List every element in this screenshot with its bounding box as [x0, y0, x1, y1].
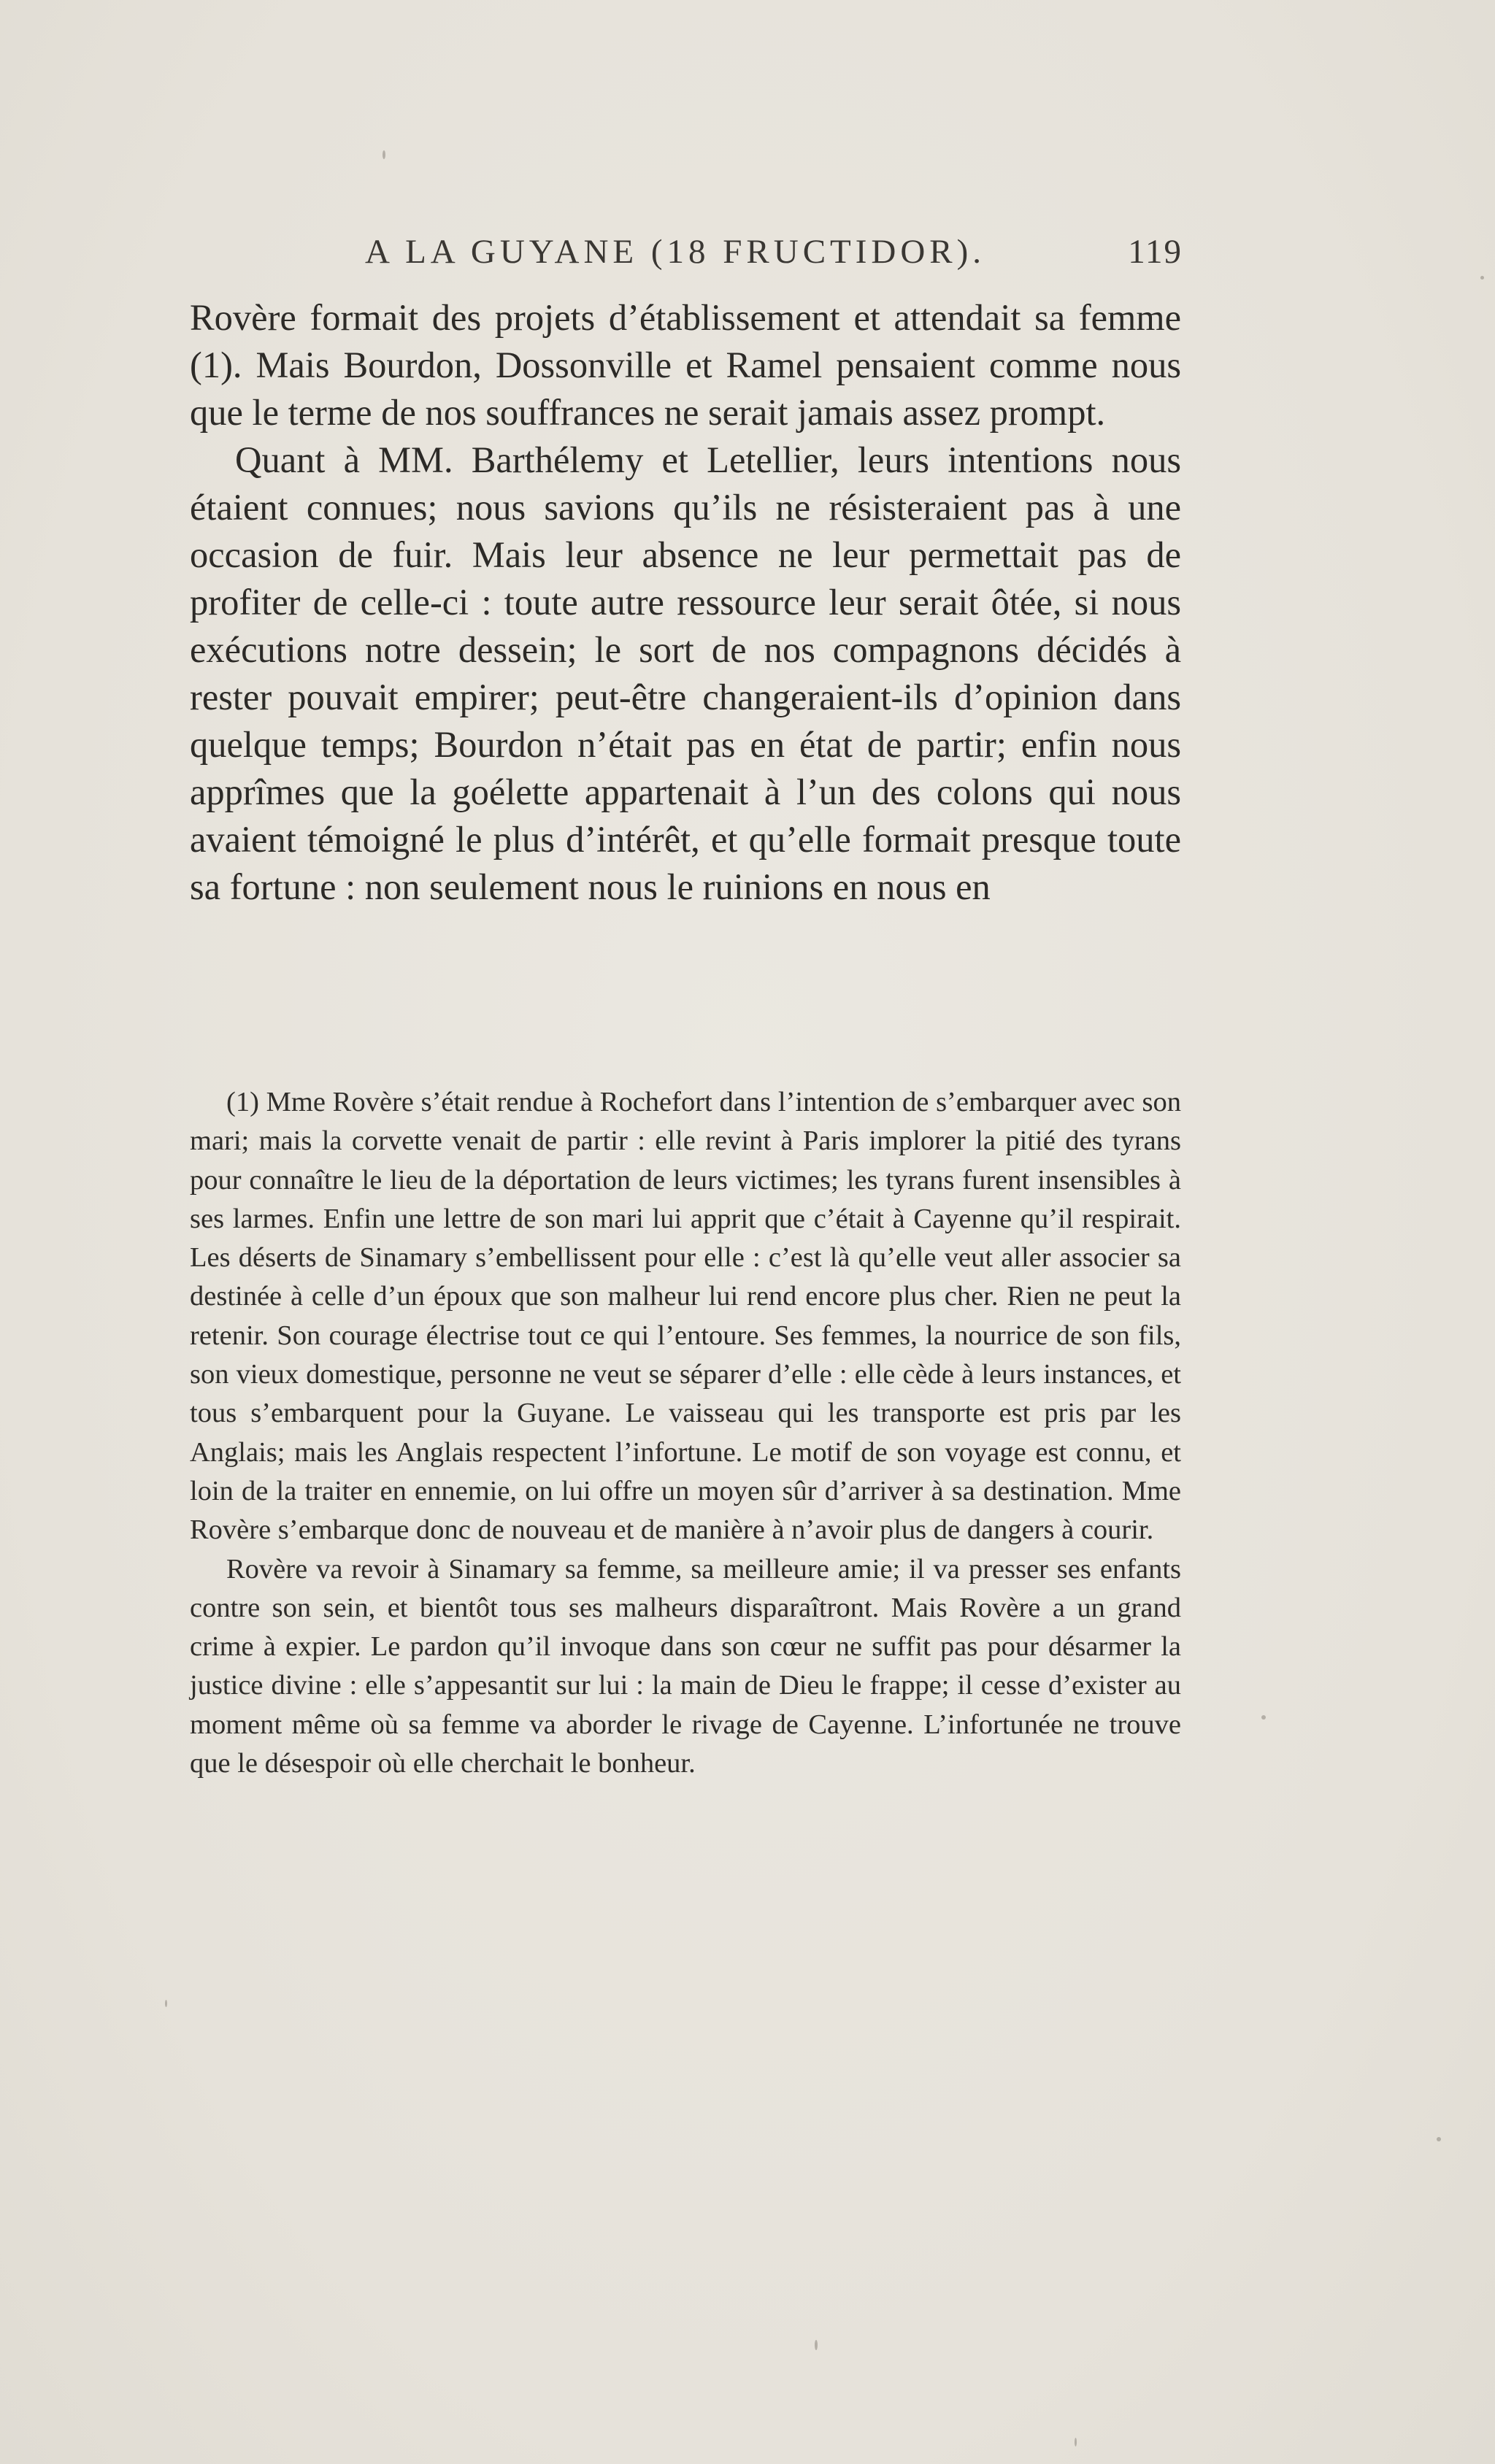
page-number: 119: [1128, 233, 1183, 271]
running-title: A LA GUYANE (18 FRUCTIDOR).: [365, 233, 986, 271]
paper-speck: [383, 150, 385, 159]
footnote: [190, 1083, 1181, 1783]
paper-speck: [815, 2340, 818, 2350]
footnote-paragraph: (1) Mme Rovère s’était rendue à Rochefort dans l’intention de s’embarquer avec son mari; mais la corvette venait de partir : elle revint à Paris implorer la pitié des tyrans pour connaître le lieu de la déportation de leurs victimes; les tyrans furent insensibles à ses larmes. Enfin une lettre de son mari lui apprit que c’était à Cayenne qu’il respirait. Les déserts de Sinamary s’embellissent pour elle : c’est là qu’elle veut aller associer sa destinée à celle d’un époux que son malheur lui rend encore plus cher. Rien ne peut la retenir. Son courage électrise tout ce qui l’entoure. Ses femmes, la nourrice de son fils, son vieux domestique, personne ne veut se séparer d’elle : elle cède à leurs instances, et tous s’embarquent pour la Guyane. Le vaisseau qui les transporte est pris par les Anglais; mais les Anglais respectent l’infortune. Le motif de son voyage est connu, et loin de la traiter en ennemie, on lui offre un moyen sûr d’arriver à sa destination. Mme Rovère s’embarque donc de nouveau et de manière à n’avoir plus de dangers à courir.: [190, 1087, 1181, 1546]
paper-speck: [1075, 2438, 1077, 2446]
footnote-paragraph: Rovère va revoir à Sinamary sa femme, sa meilleure amie; il va presser ses enfants contre son sein, et bientôt tous ses malheurs disparaîtront. Mais Rovère a un grand crime à expier. Le pardon qu’il invoque dans son cœur ne suffit pas pour désarmer la justice divine : elle s’appesantit sur lui : la main de Dieu le frappe; il cesse d’exister au moment même où sa femme va aborder le rivage de Cayenne. L’infortunée ne trouve que le désespoir où elle cherchait le bonheur.: [190, 1553, 1181, 1779]
paper-speck: [1437, 2137, 1441, 2141]
page-header: [190, 232, 1183, 276]
paper-speck: [1261, 1715, 1266, 1720]
paper-speck: [1480, 276, 1484, 280]
body-paragraph: Rovère formait des projets d’établissement et attendait sa femme (1). Mais Bourdon, Dossonville et Ramel pensaient comme nous que le terme de nos souffrances ne serait jamais assez prompt.: [190, 297, 1181, 433]
paper-speck: [165, 2000, 167, 2007]
main-text: [190, 294, 1181, 911]
body-paragraph: Quant à MM. Barthélemy et Letellier, leurs intentions nous étaient connues; nous savions qu’ils ne résisteraient pas à une occasion de fuir. Mais leur absence ne leur permettait pas de profiter de celle-ci : toute autre ressource leur serait ôtée, si nous exécutions notre dessein; le sort de nos compagnons décidés à rester pouvait empirer; peut-être changeraient-ils d’opinion dans quelque temps; Bourdon n’était pas en état de partir; enfin nous apprîmes que la goélette appartenait à l’un des colons qui nous avaient témoigné le plus d’intérêt, et qu’elle formait presque toute sa fortune : non seulement nous le ruinions en nous en: [190, 439, 1181, 907]
